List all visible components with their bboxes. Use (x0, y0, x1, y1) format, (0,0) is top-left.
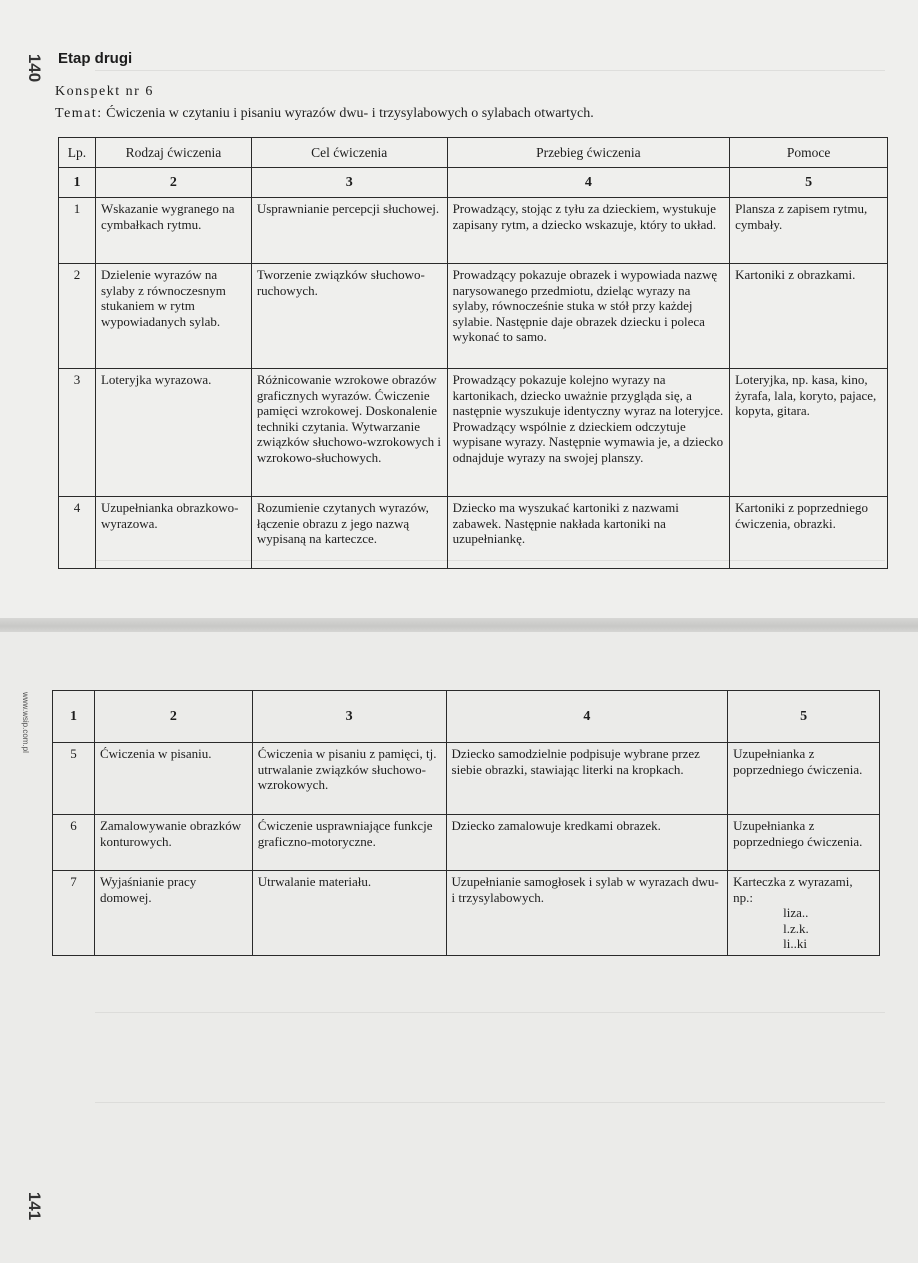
column-number: 1 (53, 691, 95, 743)
cell-rodzaj: Ćwiczenia w pisaniu. (94, 743, 252, 815)
temat-label: Temat: (55, 106, 103, 121)
cell-rodzaj: Wyjaśnianie pracy domowej. (94, 871, 252, 956)
column-number: 3 (251, 168, 447, 198)
table-row (59, 198, 888, 264)
cell-przebieg: Dziecko samodzielnie podpisuje wybrane przez siebie obrazki, stawiając literki na kropkach. (446, 743, 728, 815)
cell-rodzaj: Wskazanie wygranego na cymbałkach rytmu. (95, 198, 251, 264)
lesson-table-top (58, 137, 888, 569)
column-number: 5 (728, 691, 880, 743)
cell-lp: 4 (59, 497, 96, 569)
table-row (59, 264, 888, 369)
cell-cel: Ćwiczenie usprawniające funkcje graficzno-motoryczne. (252, 815, 446, 871)
homework-word: l.z.k. (783, 920, 809, 936)
cell-przebieg: Prowadzący, stojąc z tyłu za dzieckiem, wystukuje zapisany rytm, a dziecko wskazuje, który to układ. (447, 198, 730, 264)
column-number: 2 (94, 691, 252, 743)
cell-cel: Utrwalanie materiału. (252, 871, 446, 956)
bleed-through (95, 1102, 885, 1123)
table-header-row (59, 138, 888, 168)
cell-pomoce: Kartoniki z poprzedniego ćwiczenia, obrazki. (730, 497, 888, 569)
column-number: 4 (447, 168, 730, 198)
table-row (53, 815, 880, 871)
cell-przebieg: Prowadzący pokazuje kolejno wyrazy na kartonikach, dziecko uważnie przygląda się, a następnie wyszukuje identyczny wyraz na loteryjce. Prowadzący wspólnie z dzieckiem odczytuje wypisane wyrazy. Następnie wymawia je, a dziecko odnajduje wyrazy na swojej planszy. (447, 369, 730, 497)
cell-rodzaj: Dzielenie wyrazów na sylaby z równoczesnym stukaniem w rytm wypowiadanych sylab. (95, 264, 251, 369)
cell-cel: Różnicowanie wzrokowe obrazów graficznych wyrazów. Ćwiczenie pamięci wzrokowej. Doskonalenie techniki czytania. Wytwarzanie związków słuchowo-wzrokowych i wzrokowo-słuchowych. (251, 369, 447, 497)
cell-przebieg: Uzupełnianie samogłosek i sylab w wyrazach dwu- i trzysylabowych. (446, 871, 728, 956)
cell-pomoce: Kartoniki z obrazkami. (730, 264, 888, 369)
column-number: 5 (730, 168, 888, 198)
table-row (59, 497, 888, 569)
cell-lp: 7 (53, 871, 95, 956)
table-row (53, 743, 880, 815)
column-number: 3 (252, 691, 446, 743)
header-przebieg: Przebieg ćwiczenia (447, 138, 730, 168)
table-row (59, 369, 888, 497)
cell-przebieg: Dziecko ma wyszukać kartoniki z nazwami zabawek. Następnie nakłada kartoniki na uzupełniankę. (447, 497, 730, 569)
pomoce-text: Karteczka z wyrazami, np.: (733, 874, 853, 905)
column-number: 2 (95, 168, 251, 198)
header-lp: Lp. (59, 138, 96, 168)
temat-line (55, 106, 594, 122)
cell-lp: 2 (59, 264, 96, 369)
cell-lp: 6 (53, 815, 95, 871)
cell-pomoce: Uzupełnianka z poprzedniego ćwiczenia. (728, 743, 880, 815)
cell-lp: 3 (59, 369, 96, 497)
column-number: 4 (446, 691, 728, 743)
konspekt-title: Konspekt nr 6 (55, 84, 154, 99)
cell-pomoce (728, 871, 880, 956)
cell-pomoce: Loteryjka, np. kasa, kino, żyrafa, lala, koryto, pajace, kopyta, gitara. (730, 369, 888, 497)
lesson-table-bottom (52, 690, 880, 956)
cell-przebieg: Dziecko zamalowuje kredkami obrazek. (446, 815, 728, 871)
cell-pomoce: Plansza z zapisem rytmu, cymbały. (730, 198, 888, 264)
cell-cel: Ćwiczenia w pisaniu z pamięci, tj. utrwalanie związków słuchowo-wzrokowych. (252, 743, 446, 815)
cell-pomoce: Uzupełnianka z poprzedniego ćwiczenia. (728, 815, 880, 871)
cell-lp: 5 (53, 743, 95, 815)
column-number-row (59, 168, 888, 198)
cell-rodzaj: Loteryjka wyrazowa. (95, 369, 251, 497)
page-number-top: 140 (25, 53, 45, 83)
header-rodzaj: Rodzaj ćwiczenia (95, 138, 251, 168)
page-number-bottom: 141 (25, 1191, 45, 1221)
table-row (53, 871, 880, 956)
bleed-through (95, 1012, 885, 1033)
homework-word: li..ki (783, 936, 807, 951)
homework-word: liza.. (783, 905, 809, 920)
section-heading: Etap drugi (58, 50, 133, 67)
header-cel: Cel ćwiczenia (251, 138, 447, 168)
column-number: 1 (59, 168, 96, 198)
column-number-row (53, 691, 880, 743)
cell-rodzaj: Uzupełnianka obrazkowo-wyrazowa. (95, 497, 251, 569)
temat-text: Ćwiczenia w czytaniu i pisaniu wyrazów dwu- i trzysylabowych o sylabach otwartych. (106, 106, 594, 121)
cell-lp: 1 (59, 198, 96, 264)
cell-cel: Tworzenie związków słuchowo-ruchowych. (251, 264, 447, 369)
cell-rodzaj: Zamalowywanie obrazków konturowych. (94, 815, 252, 871)
side-url: www.wsip.com.pl (21, 692, 30, 753)
header-pomoce: Pomoce (730, 138, 888, 168)
cell-cel: Rozumienie czytanych wyrazów, łączenie obrazu z jego nazwą wypisaną na karteczce. (251, 497, 447, 569)
bleed-through (95, 70, 885, 91)
cell-cel: Usprawnianie percepcji słuchowej. (251, 198, 447, 264)
cell-przebieg: Prowadzący pokazuje obrazek i wypowiada nazwę narysowanego przedmiotu, dzieląc wyrazy na sylaby, równocześnie stuka w stół przy każdej sylabie. Następnie daje obrazek dziecku i poleca wykonać to samo. (447, 264, 730, 369)
